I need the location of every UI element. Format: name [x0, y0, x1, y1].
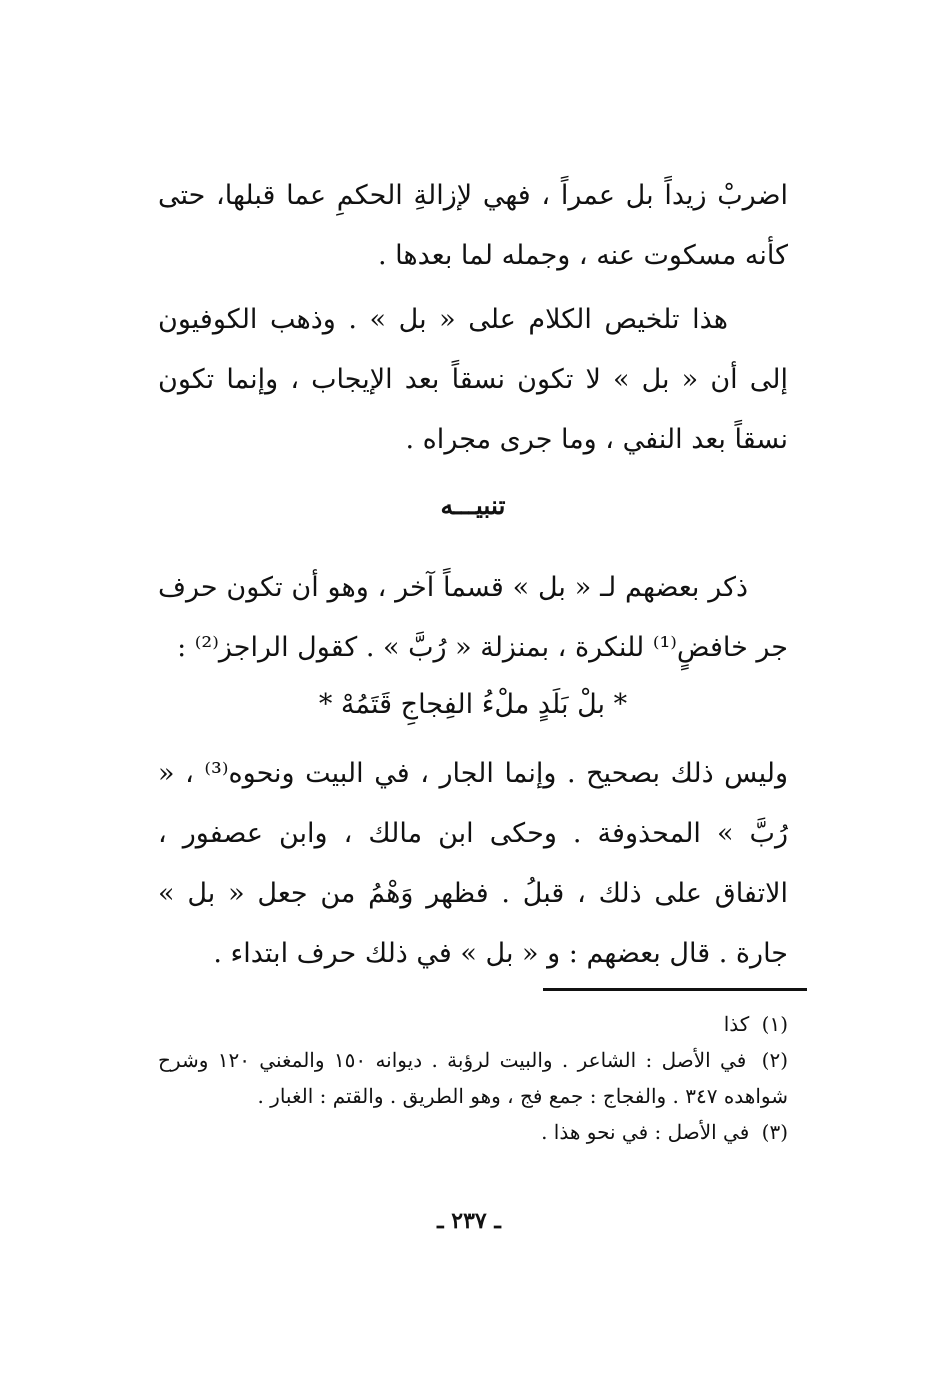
footnote-number: (٣) [761, 1120, 788, 1144]
footnote-number: (١) [761, 1012, 788, 1036]
paragraph-3: ذكر بعضهم لـ « بل » قسماً آخر ، وهو أن تكون حرف جر خافضٍ⁽¹⁾ للنكرة ، بمنزلة « رُبَّ » . كقول الراجز⁽²⁾ : [158, 572, 788, 663]
footnote-text: كذا [723, 1012, 750, 1036]
footnote-1 [158, 1006, 788, 1042]
verse-line: * بلْ بَلَدٍ ملْءُ الفِجاجِ قَتَمُهْ * [318, 689, 628, 720]
footnotes [158, 1006, 788, 1150]
footnote-number: (٢) [761, 1048, 789, 1072]
paragraph-2: هذا تلخيص الكلام على « بل » . وذهب الكوفيون إلى أن « بل » لا تكون نسقاً بعد الإيجاب ، وإنما تكون نسقاً بعد النفي ، وما جرى مجراه . [158, 304, 788, 455]
footnote-text: في الأصل : الشاعر . والبيت لرؤبة . ديوانه ١٥٠ والمغني ١٢٠ وشرح شواهده ٣٤٧ . والفجاج : جمع فج ، وهو الطريق . والقتم : الغبار . [158, 1048, 788, 1108]
paragraph-4: وليس ذلك بصحيح . وإنما الجار ، في البيت ونحوه⁽³⁾ ، « رُبَّ » المحذوفة . وحكى ابن مالك ، وابن عصفور ، الاتفاق على ذلك ، قبلُ . فظهر وَهْمُ من جعل « بل » جارة . قال بعضهم : و « بل » في ذلك حرف ابتداء . [158, 758, 789, 969]
page-number: ـ ٢٣٧ ـ [437, 1208, 501, 1234]
footnote-separator [543, 988, 807, 991]
section-heading: تنبيـــه [440, 491, 506, 520]
paragraph-1: اضربْ زيداً بل عمراً ، فهي لإزالةِ الحكمِ عما قبلها، حتى كأنه مسكوت عنه ، وجمله لما بعدها . [158, 180, 788, 271]
footnote-2 [158, 1042, 788, 1114]
footnote-3 [158, 1114, 788, 1150]
footnote-text: في الأصل : في نحو هذا . [541, 1120, 750, 1144]
